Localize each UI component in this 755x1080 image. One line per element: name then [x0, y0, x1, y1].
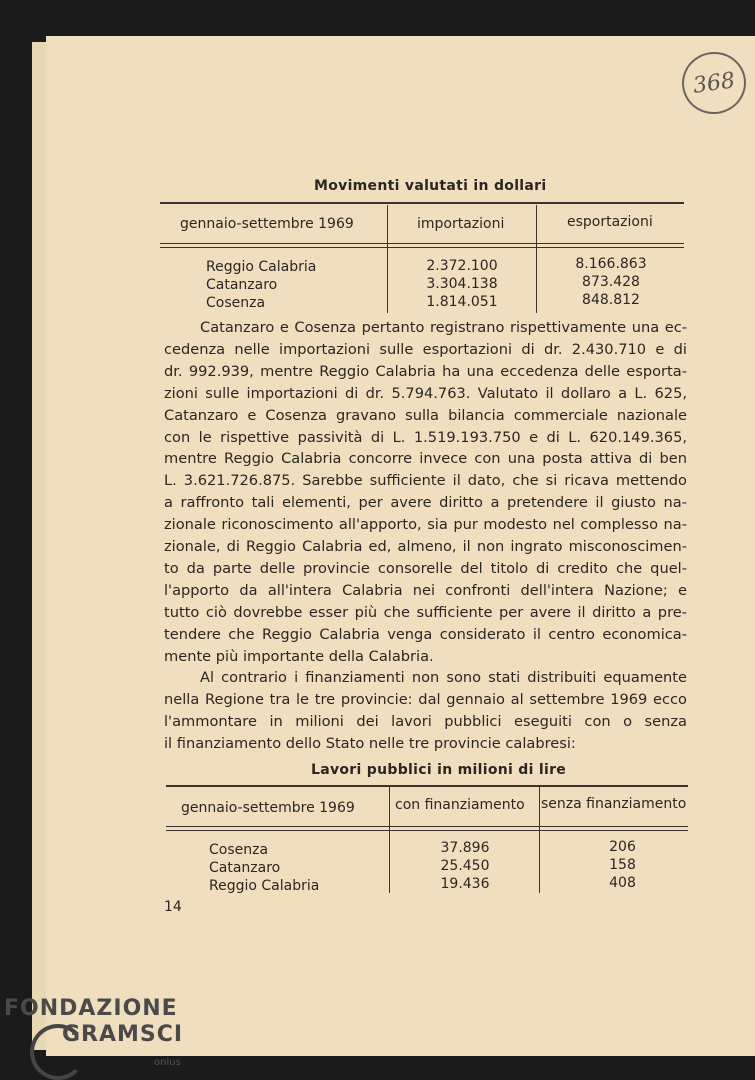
text-line: zionale riconoscimento all'apporto, sia pur modesto nel complesso na-	[164, 516, 687, 534]
table1-title: Movimenti valutati in dollari	[314, 178, 547, 194]
watermark-sub: onlus	[154, 1057, 181, 1068]
text-line: to da parte delle provincie consorelle del titolo di credito che quel-	[164, 559, 687, 577]
text-line: mentre Reggio Calabria concorre invece con una posta attiva di ben	[164, 450, 687, 468]
text-line: dr. 992.939, mentre Reggio Calabria ha una eccedenza delle esporta-	[164, 362, 687, 380]
table2-header-with-funding: con finanziamento	[395, 797, 525, 813]
text-line: Catanzaro e Cosenza pertanto registrano rispettivamente una ec-	[200, 319, 687, 336]
text-line: tutto ciò dovrebbe esser più che sufficiente per avere il diritto a pre-	[164, 603, 687, 621]
table1-row-label: Cosenza	[206, 295, 266, 311]
page-number: 14	[164, 899, 182, 915]
table2-row-without-funding: 158	[609, 857, 636, 873]
text-line: Catanzaro e Cosenza gravano sulla bilancia commerciale nazionale	[164, 406, 687, 424]
table2-header-without-funding: senza finanziamento	[541, 796, 687, 812]
table2-header-period: gennaio-settembre 1969	[181, 800, 355, 816]
table1-row-exports: 873.428	[582, 274, 640, 290]
table2-row-label: Reggio Calabria	[209, 878, 320, 894]
table2-row-label: Cosenza	[209, 842, 269, 858]
table2-row-label: Catanzaro	[209, 860, 281, 876]
watermark-line2: GRAMSCI	[62, 1022, 184, 1047]
text-line: tendere che Reggio Calabria venga considerato il centro economica-	[164, 625, 687, 643]
text-line: il finanziamento dello Stato nelle tre provincie calabresi:	[164, 734, 576, 752]
text-line: Al contrario i finanziamenti non sono stati distribuiti equamente	[200, 669, 687, 686]
table1-row-exports: 848.812	[582, 292, 640, 308]
text-line: zioni sulle importazioni di dr. 5.794.763. Valutato il dollaro a L. 625,	[164, 384, 687, 402]
text-line: l'apporto da all'intera Calabria nei confronti dell'intera Nazione; e	[164, 581, 687, 599]
table1-row-imports: 2.372.100	[426, 258, 498, 274]
table2-top-rule	[166, 785, 688, 787]
table2-title: Lavori pubblici in milioni di lire	[311, 762, 567, 778]
body-paragraph-2	[164, 667, 687, 755]
table2-row-with-funding: 19.436	[440, 876, 490, 892]
table1-row-label: Catanzaro	[206, 277, 278, 293]
table1-header-imports: importazioni	[417, 216, 505, 232]
table1-header-exports: esportazioni	[567, 214, 653, 230]
archive-stamp: 368	[678, 48, 750, 118]
watermark-line1: FONDAZIONE	[4, 996, 178, 1021]
table1-row-imports: 1.814.051	[426, 294, 498, 310]
text-line: mente più importante della Calabria.	[164, 647, 434, 665]
text-line: zionale, di Reggio Calabria ed, almeno, il non ingrato misconoscimen-	[164, 538, 687, 556]
text-line: con le rispettive passività di L. 1.519.193.750 e di L. 620.149.365,	[164, 428, 687, 446]
table1-row-label: Reggio Calabria	[206, 259, 317, 275]
table1-row-imports: 3.304.138	[426, 276, 498, 292]
text-line: a raffronto tali elementi, per avere diritto a pretendere il giusto na-	[164, 494, 687, 512]
table1-header-rule	[160, 243, 684, 248]
table2-row-with-funding: 25.450	[440, 858, 490, 874]
text-line: nella Regione tra le tre provincie: dal gennaio al settembre 1969 ecco	[164, 690, 687, 708]
body-paragraph-1	[164, 317, 687, 668]
table2-row-without-funding: 206	[609, 839, 636, 855]
watermark	[4, 996, 184, 1068]
table1-top-rule	[160, 202, 684, 204]
table2-row-with-funding: 37.896	[440, 840, 490, 856]
table1-row-exports: 8.166.863	[575, 256, 647, 272]
table2-header-rule	[166, 826, 688, 831]
text-line: l'ammontare in milioni dei lavori pubblici eseguiti con o senza	[164, 712, 687, 730]
table1-header-period: gennaio-settembre 1969	[180, 216, 354, 232]
text-line: cedenza nelle importazioni sulle esportazioni di dr. 2.430.710 e di	[164, 340, 687, 358]
table2-row-without-funding: 408	[609, 875, 636, 891]
text-line: L. 3.621.726.875. Sarebbe sufficiente il dato, che si ricava mettendo	[164, 472, 687, 490]
